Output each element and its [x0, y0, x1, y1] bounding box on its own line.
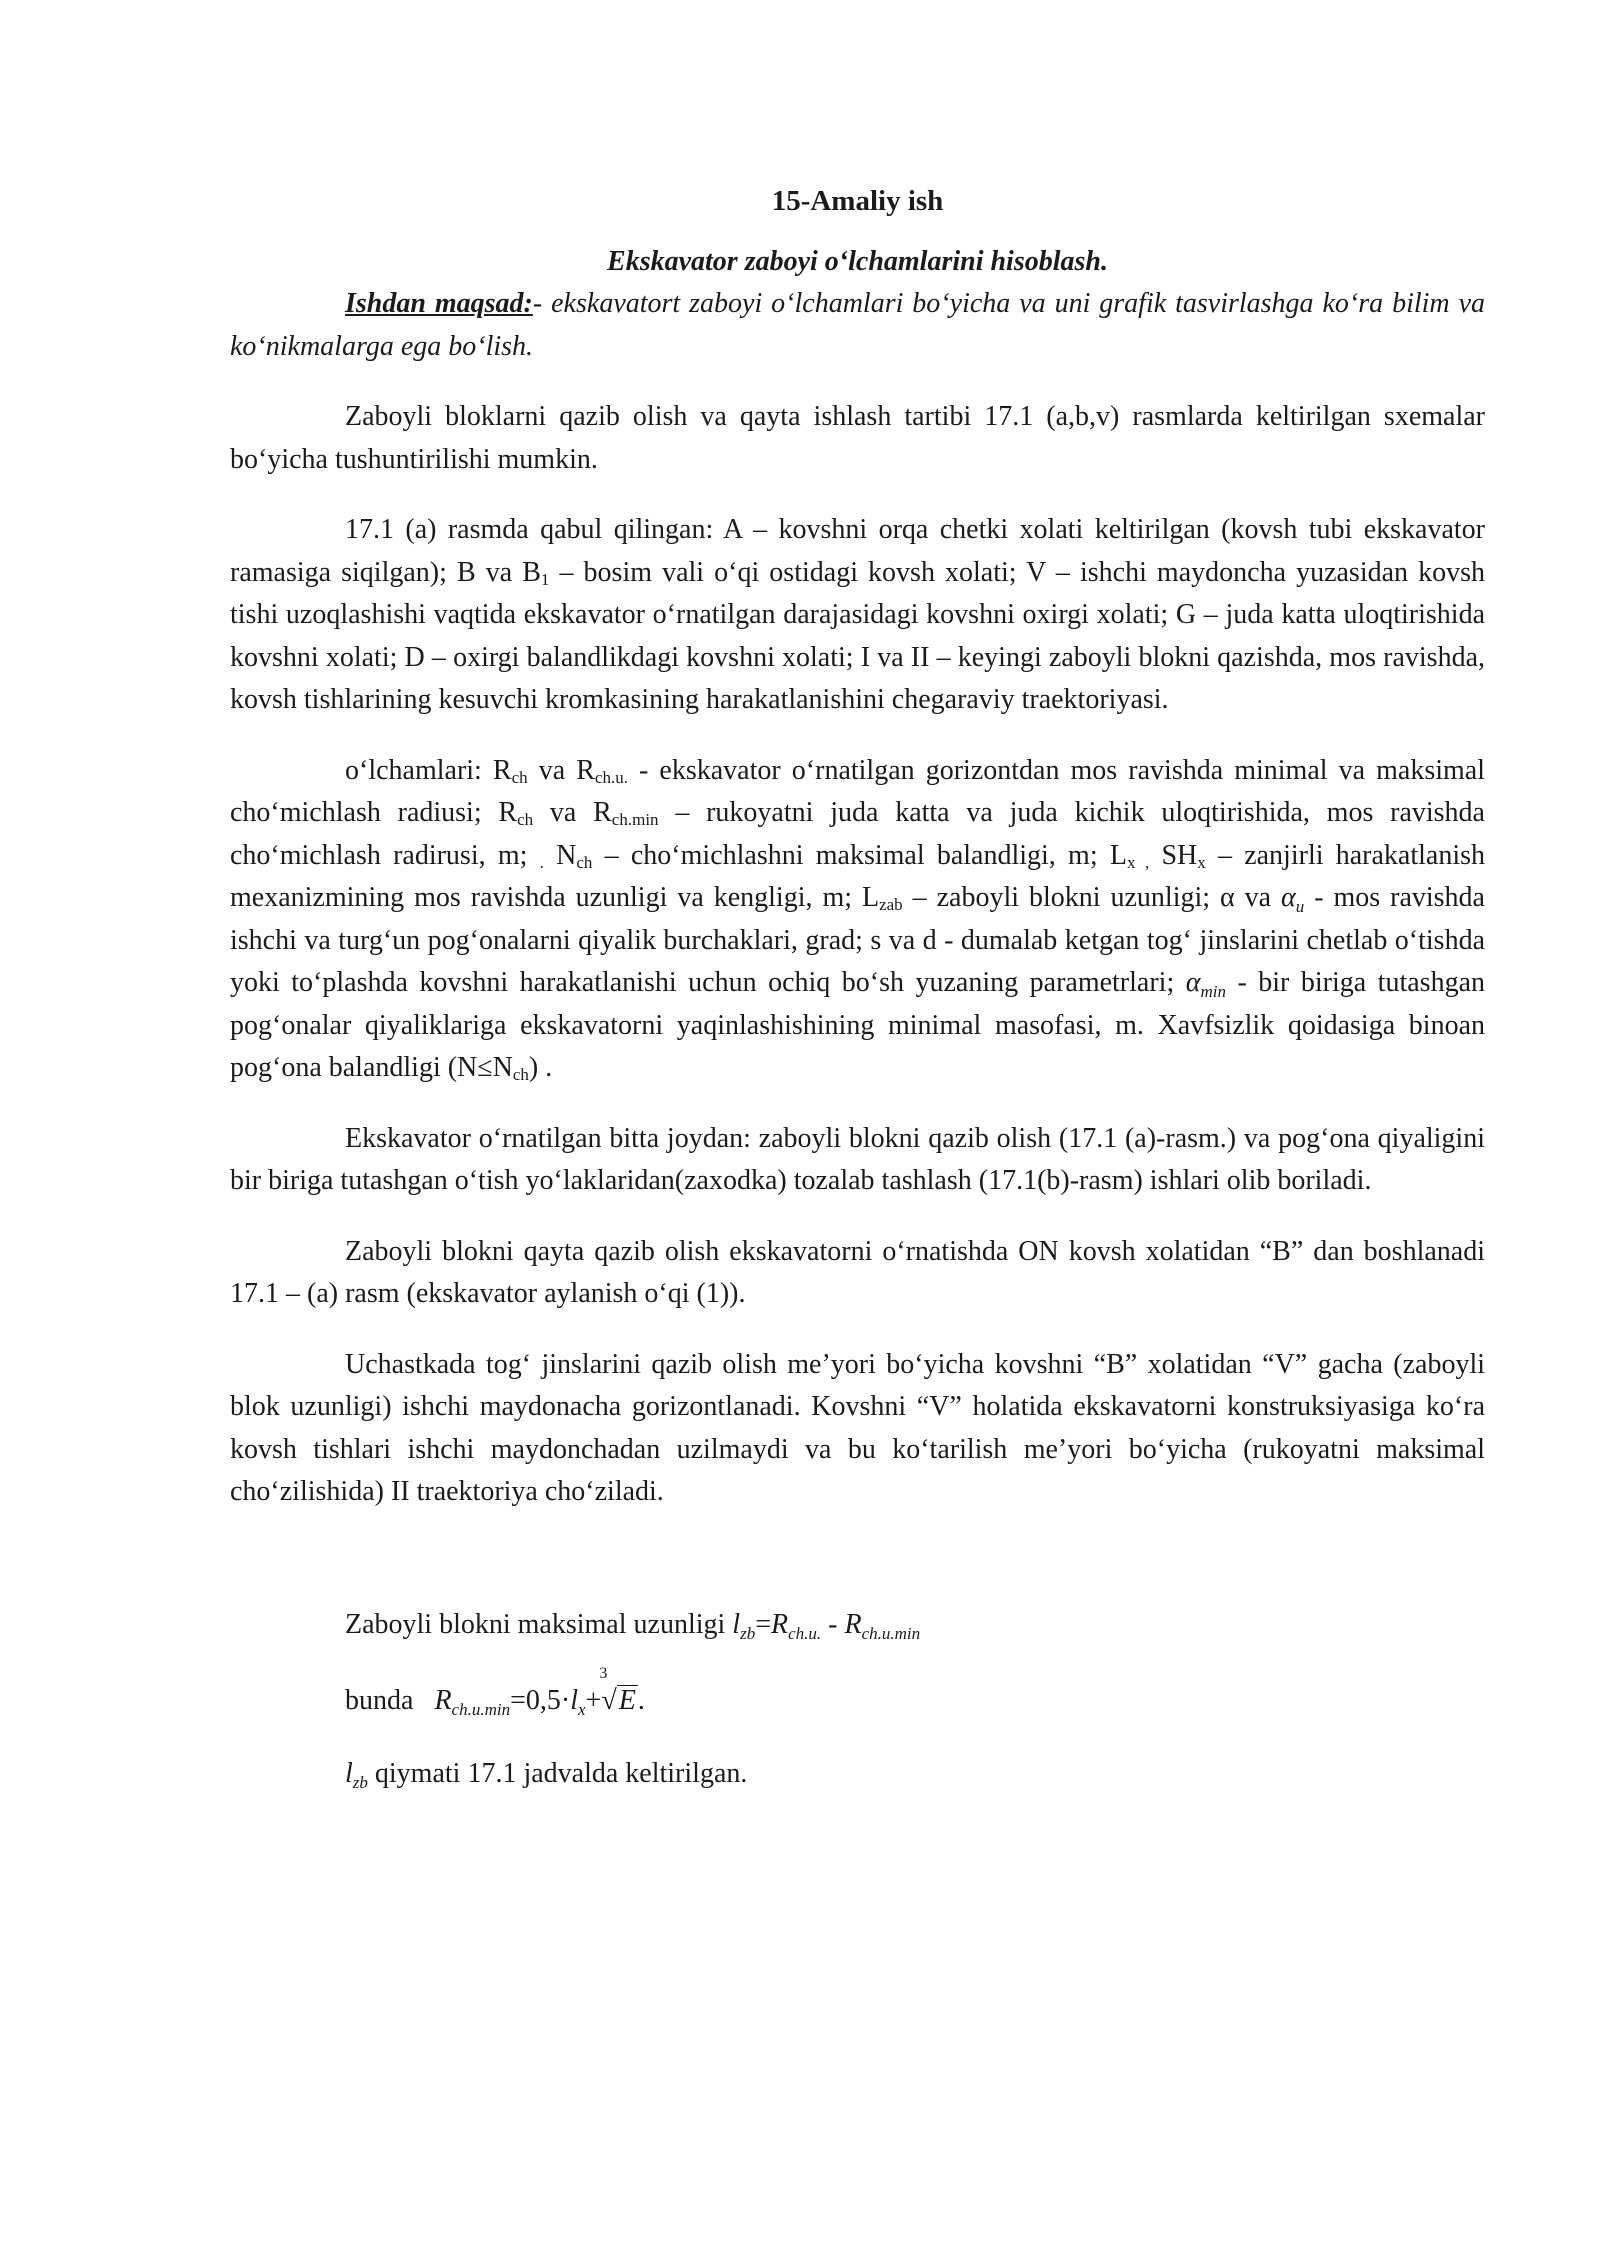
formula2-l: l [570, 1685, 578, 1716]
p3-t6: N [543, 839, 577, 871]
p3-t7: – cho‘michlashni maksimal balandligi, m; L [592, 839, 1127, 871]
document-page [230, 180, 1485, 1795]
paragraph-2 [230, 509, 1485, 722]
root-radicand: E [618, 1685, 636, 1716]
formula2-end: . [637, 1685, 645, 1716]
formula1-minus: - [821, 1608, 845, 1640]
p2-text-b: – bosim vali o‘qi ostidagi kovsh xolati; V – ishchi maydoncha yuzasidan kovsh tishi uzoqlashishi vaqtida ekskavator o‘rnatilgan darajasidagi kovshni oxirgi xolati; G – juda katta uloqtirishida kovshni xolati; D – oxirgi balandlikdagi kovshni xolati; I va II – keyingi zaboyli blokni qazishda, mos ravishda, kovsh tishlarining kesuvchi kromkasining harakatlanishini chegaraviy traektoriyasi. [230, 556, 1485, 715]
formula3-text: qiymati 17.1 jadvalda keltirilgan. [367, 1757, 748, 1789]
paragraph-3 [230, 750, 1485, 1090]
formula-block-length [345, 1604, 1485, 1647]
p3-t9: – zanjirli harakatlanish mexanizmining mos ravishda uzunligi va kengligi, m; L [230, 839, 1486, 913]
formula1-r1: R [771, 1608, 789, 1640]
p3-s8: x [1197, 852, 1206, 872]
paragraph-4: Ekskavator o‘rnatilgan bitta joydan: zaboyli blokni qazib olish (17.1 (a)-rasm.) va pog‘ona qiyaligini bir biriga tutashgan o‘tish yo‘laklaridan(zaxodka) tozalab tashlash (17.1(b)-rasm) ishlari olib boriladi. [230, 1122, 1485, 1196]
alpha-u-sub: u [1295, 897, 1305, 916]
p3-t3: - ekskavator o‘rnatilgan gorizontdan mos ravishda minimal va maksimal cho‘michlash radiusi; R [230, 754, 1485, 828]
p2-sub-1: 1 [540, 569, 550, 589]
alpha-u-symbol: α [1281, 882, 1296, 913]
page-subtitle: Ekskavator zaboyi o‘lchamlarini hisoblash. [607, 245, 1108, 277]
aim-label: Ishdan maqsad: [345, 288, 533, 319]
p3-s6: ch [576, 852, 593, 872]
formula1-eq: = [755, 1608, 771, 1640]
p3-t8: SH [1149, 839, 1198, 871]
p3-t5: – rukoyatni juda katta va juda kichik uloqtirishida, mos ravishda cho‘michlash radirusi, m; [230, 797, 1485, 871]
p3-s7: x , [1126, 852, 1150, 872]
p2-text-a: 17.1 (a) rasmda qabul qilingan: A – kovshni orqa chetki xolati keltirilgan (kovsh tubi ekskavator ramasiga siqilgan); B va B [230, 514, 1485, 588]
p3-t12: - bir biriga tutashgan pog‘onalar qiyaliklariga ekskavatorni yaqinlashishining minimal masofasi, m. Xavfsizlik qoidasiga binoan pog‘ona balandligi (N≤N [230, 967, 1485, 1083]
p3-s9: zab [879, 895, 903, 914]
formula1-text: Zaboyli blokni maksimal uzunligi [345, 1608, 733, 1640]
root-index: 3 [599, 1665, 608, 1682]
formula1-l: l [732, 1608, 741, 1640]
page-title: 15-Amaliy ish [771, 185, 944, 217]
formula2-plus: + [585, 1685, 602, 1716]
formula2-eq: =0,5· [510, 1685, 571, 1716]
formula2-l-sub: x [578, 1700, 586, 1719]
formula-radius [345, 1665, 1485, 1723]
formula1-l-sub: zb [740, 1623, 756, 1643]
formula2-r: R [434, 1685, 452, 1716]
p3-t13: ) . [528, 1052, 553, 1083]
formula3-l-sub: zb [352, 1772, 368, 1792]
p3-t11: - mos ravishda ishchi va turg‘un pog‘onalarni qiyalik burchaklari, grad; s va d - dumalab ketgan tog‘ jinslarini chetlab o‘tishda yoki to‘plashda kovshni harakatlanishi uchun ochiq bo‘sh yuzaning parametrlari; [230, 882, 1485, 998]
p3-t1: o‘lchamlari: R [345, 754, 512, 786]
p3-t10: – zaboyli blokni uzunligi; α va [902, 882, 1282, 913]
cube-root [599, 1665, 637, 1723]
paragraph-1: Zaboyli bloklarni qazib olish va qayta ishlash tartibi 17.1 (a,b,v) rasmlarda keltirilgan sxemalar bo‘yicha tushuntirilishi mumkin. [230, 401, 1485, 475]
formula3-l: l [345, 1757, 353, 1789]
p3-t2: va R [527, 754, 595, 786]
formula2-r-sub: ch.u.min [451, 1700, 511, 1719]
p3-t4: va R [533, 797, 612, 828]
p3-s5: . [539, 852, 544, 872]
formula2-text: bunda [345, 1685, 414, 1716]
alpha-min-symbol: α [1185, 967, 1201, 998]
formula1-r1-sub: ch.u. [788, 1623, 822, 1643]
paragraph-5: Zaboyli blokni qayta qazib olish ekskavatorni o‘rnatishda ON kovsh xolatidan “B” dan boshlanadi 17.1 – (a) rasm (ekskavator aylanish o‘qi (1)). [230, 1235, 1485, 1309]
p3-s4: ch.min [611, 810, 659, 829]
formula-note [345, 1753, 1485, 1796]
formula1-r2-sub: ch.u.min [861, 1623, 921, 1643]
p3-s3: ch [517, 810, 534, 829]
p3-s12: ch [512, 1065, 529, 1084]
aim-text: - ekskavatort zaboyi o‘lchamlari bo‘yicha va uni grafik tasvirlashga ko‘ra bilim va ko‘nikmalarga ega bo‘lish. [230, 288, 1485, 362]
formula1-r2: R [844, 1608, 862, 1640]
p3-s1: ch [511, 767, 528, 787]
root-sign: √ [601, 1685, 617, 1716]
p3-s2: ch.u. [594, 767, 628, 787]
aim-paragraph [230, 283, 1485, 368]
paragraph-6: Uchastkada tog‘ jinslarini qazib olish me’yori bo‘yicha kovshni “B” xolatidan “V” gacha (zaboyli blok uzunligi) ishchi maydonacha gorizontlanadi. Kovshni “V” holatida ekskavatorni konstruksiyasiga ko‘ra kovsh tishlari ishchi maydonchadan uzilmaydi va bu ko‘tarilish me’yori bo‘yicha (rukoyatni maksimal cho‘zilishida) II traektoriya cho‘ziladi. [230, 1348, 1485, 1507]
alpha-min-sub: min [1200, 982, 1226, 1001]
